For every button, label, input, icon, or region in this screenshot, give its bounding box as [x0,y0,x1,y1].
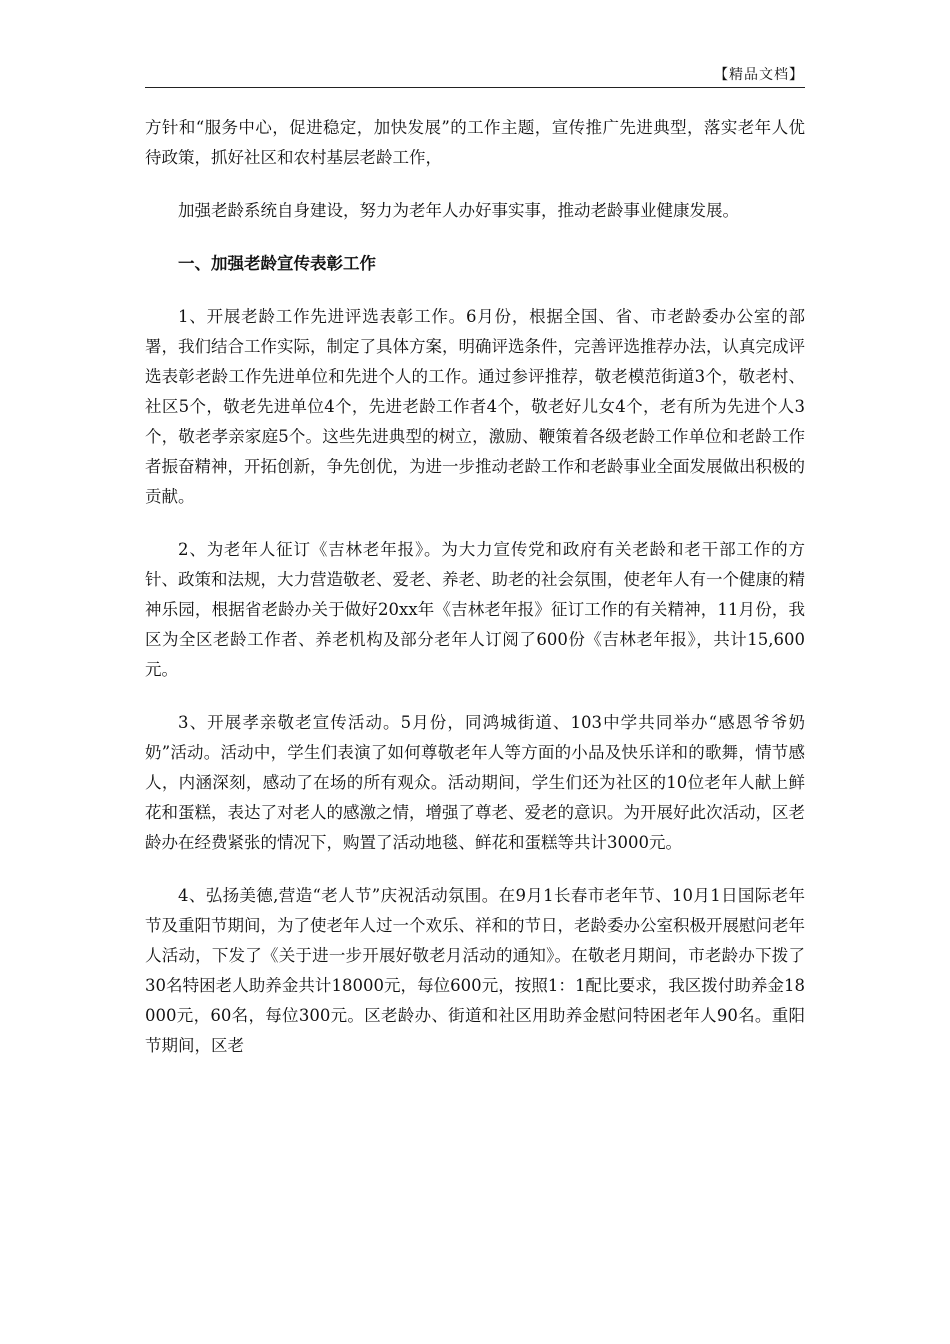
paragraph-item-4: 4、弘扬美德,营造“老人节”庆祝活动氛围。在9月1长春市老年节、10月1日国际老年节及重阳节期间，为了使老年人过一个欢乐、祥和的节日，老龄委办公室积极开展慰问老年人活动，下发了《关于进一步开展好敬老月活动的通知》。在敬老月期间，市老龄办下拨了30名特困老人助养金共计18000元，每位600元，按照1：1配比要求，我区拨付助养金18000元，60名，每位300元。区老龄办、街道和社区用助养金慰问特困老年人90名。重阳节期间，区老 [145,886,805,1055]
paragraph-item-3: 3、开展孝亲敬老宣传活动。5月份，同鸿城街道、103中学共同举办“感恩爷爷奶奶”活动。活动中，学生们表演了如何尊敬老年人等方面的小品及快乐详和的歌舞，情节感人，内涵深刻，感动了在场的所有观众。活动期间，学生们还为社区的10位老年人献上鲜花和蛋糕，表达了对老人的感激之情，增强了尊老、爱老的意识。为开展好此次活动，区老龄办在经费紧张的情况下，购置了活动地毯、鲜花和蛋糕等共计3000元。 [145,713,805,852]
paragraph-item-1: 1、开展老龄工作先进评选表彰工作。6月份，根据全国、省、市老龄委办公室的部署，我们结合工作实际，制定了具体方案，明确评选条件，完善评选推荐办法，认真完成评选表彰老龄工作先进单位和先进个人的工作。通过参评推荐，敬老模范街道3个，敬老村、社区5个，敬老先进单位4个，先进老龄工作者4个，敬老好儿女4个，老有所为先进个人3个，敬老孝亲家庭5个。这些先进典型的树立，激励、鞭策着各级老龄工作单位和老龄工作者振奋精神，开拓创新，争先创优，为进一步推动老龄工作和老龄事业全面发展做出积极的贡献。 [145,307,805,506]
paragraph-intro: 加强老龄系统自身建设，努力为老年人办好事实事，推动老龄事业健康发展。 [178,201,739,220]
header-divider [145,87,805,88]
section-heading: 一、加强老龄宣传表彰工作 [178,254,376,273]
document-body [145,113,805,1061]
paragraph-continuation: 方针和“服务中心，促进稳定，加快发展”的工作主题，宣传推广先进典型，落实老年人优待政策，抓好社区和农村基层老龄工作， [145,118,805,167]
header-tag: 【精品文档】 [714,67,804,83]
paragraph-item-2: 2、为老年人征订《吉林老年报》。为大力宣传党和政府有关老龄和老干部工作的方针、政策和法规，大力营造敬老、爱老、养老、助老的社会氛围，使老年人有一个健康的精神乐园，根据省老龄办关于做好20xx年《吉林老年报》征订工作的有关精神，11月份，我区为全区老龄工作者、养老机构及部分老年人订阅了600份《吉林老年报》，共计15,600元。 [145,540,805,679]
